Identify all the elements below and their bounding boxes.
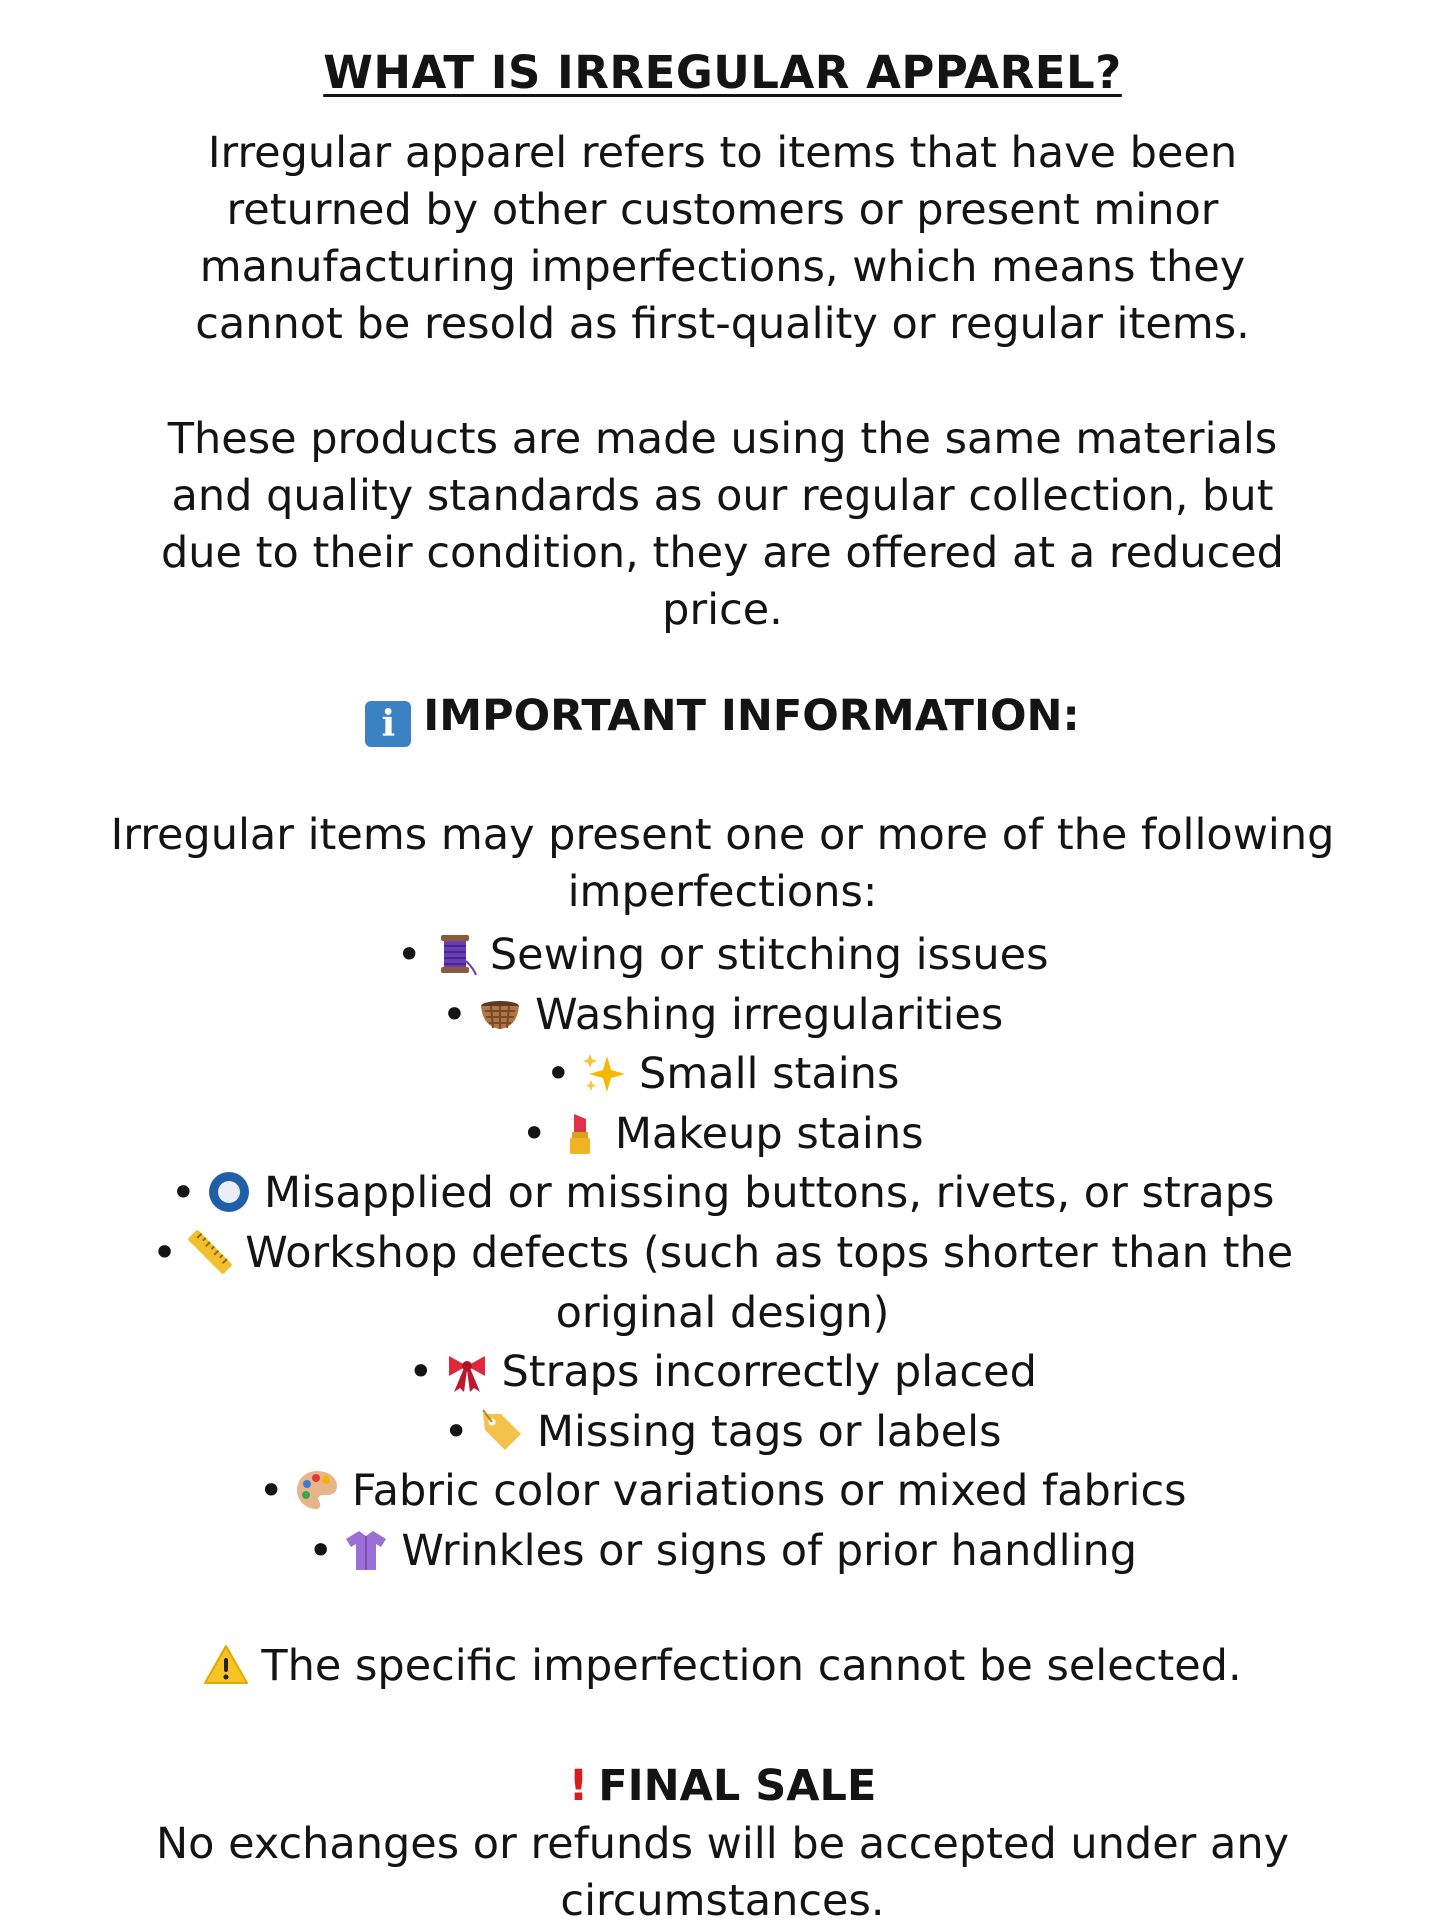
- imperfection-text: original design): [555, 1287, 890, 1338]
- quality-line: These products are made using the same materials: [167, 414, 1278, 464]
- imperfection-text: Small stains: [639, 1049, 900, 1100]
- imperfections-list: [0, 926, 1445, 1582]
- important-heading-text: IMPORTANT INFORMATION:: [423, 691, 1080, 741]
- info-icon: i: [365, 701, 411, 747]
- final-sale-line: circumstances.: [560, 1876, 885, 1926]
- important-information-heading: [0, 688, 1445, 747]
- imperfection-text: Wrinkles or signs of prior handling: [401, 1525, 1138, 1576]
- imperfection-text: Misapplied or missing buttons, rivets, or straps: [263, 1168, 1275, 1219]
- intro-line: imperfections:: [567, 867, 878, 917]
- list-item: [0, 1105, 1445, 1165]
- list-item: [0, 1462, 1445, 1522]
- bullet: •: [521, 1108, 547, 1159]
- lipstick-icon: [557, 1110, 603, 1156]
- final-sale-text: FINAL SALE: [598, 1761, 877, 1811]
- imperfection-text: Makeup stains: [614, 1108, 924, 1159]
- bullet: •: [170, 1168, 196, 1219]
- warning-icon: [203, 1642, 249, 1688]
- ruler-icon: [187, 1229, 233, 1275]
- page-title: WHAT IS IRREGULAR APPAREL?: [323, 46, 1122, 99]
- final-sale-paragraph: [0, 1816, 1445, 1930]
- imperfection-text: Straps incorrectly placed: [501, 1347, 1037, 1398]
- list-item: [0, 1224, 1445, 1284]
- definition-line: returned by other customers or present minor: [226, 185, 1219, 235]
- final-sale-line: No exchanges or refunds will be accepted under any: [155, 1819, 1290, 1869]
- exclamation-icon: !: [568, 1761, 589, 1811]
- intro-line: Irregular items may present one or more of the following: [110, 810, 1335, 860]
- quality-line: and quality standards as our regular collection, but: [171, 471, 1274, 521]
- quality-paragraph: [0, 411, 1445, 639]
- palette-icon: [294, 1467, 340, 1513]
- bullet: •: [408, 1347, 434, 1398]
- list-item: [0, 1045, 1445, 1105]
- quality-line: price.: [662, 585, 783, 635]
- final-sale-heading: [0, 1758, 1445, 1815]
- bullet: •: [441, 989, 468, 1040]
- list-item: [0, 1164, 1445, 1224]
- list-item: [0, 926, 1445, 986]
- shirt-icon: [343, 1527, 389, 1573]
- definition-line: Irregular apparel refers to items that have been: [207, 128, 1238, 178]
- list-item: [0, 1284, 1445, 1344]
- definition-paragraph: [0, 125, 1445, 353]
- quality-line: due to their condition, they are offered at a reduced: [161, 528, 1284, 578]
- bullet: •: [151, 1227, 178, 1278]
- laundry-basket-icon: [477, 991, 523, 1037]
- imperfection-text: Washing irregularities: [535, 989, 1004, 1040]
- imperfections-intro: [0, 807, 1445, 921]
- imperfection-text: Fabric color variations or mixed fabrics: [351, 1466, 1187, 1517]
- bullet: •: [545, 1049, 572, 1100]
- bullet: •: [307, 1525, 334, 1576]
- bullet: •: [258, 1466, 284, 1517]
- definition-line: manufacturing imperfections, which means they: [199, 242, 1246, 292]
- imperfection-text: Sewing or stitching issues: [489, 930, 1049, 980]
- definition-line: cannot be resold as first-quality or regular items.: [195, 299, 1250, 349]
- list-item: [0, 1522, 1445, 1582]
- bullet: •: [443, 1406, 469, 1457]
- notice-text: The specific imperfection cannot be selected.: [261, 1641, 1242, 1691]
- list-item: [0, 1343, 1445, 1403]
- list-item: [0, 986, 1445, 1046]
- imperfection-text: Missing tags or labels: [536, 1406, 1002, 1457]
- ribbon-icon: [444, 1348, 490, 1394]
- sparkles-icon: [581, 1050, 627, 1096]
- thread-spool-icon: [432, 931, 478, 977]
- imperfection-text: Workshop defects (such as tops shorter than the: [245, 1227, 1294, 1278]
- selection-notice: [0, 1638, 1445, 1695]
- button-icon: [206, 1169, 252, 1215]
- bullet: •: [396, 930, 422, 980]
- list-item: [0, 1403, 1445, 1463]
- tag-icon: [479, 1408, 525, 1454]
